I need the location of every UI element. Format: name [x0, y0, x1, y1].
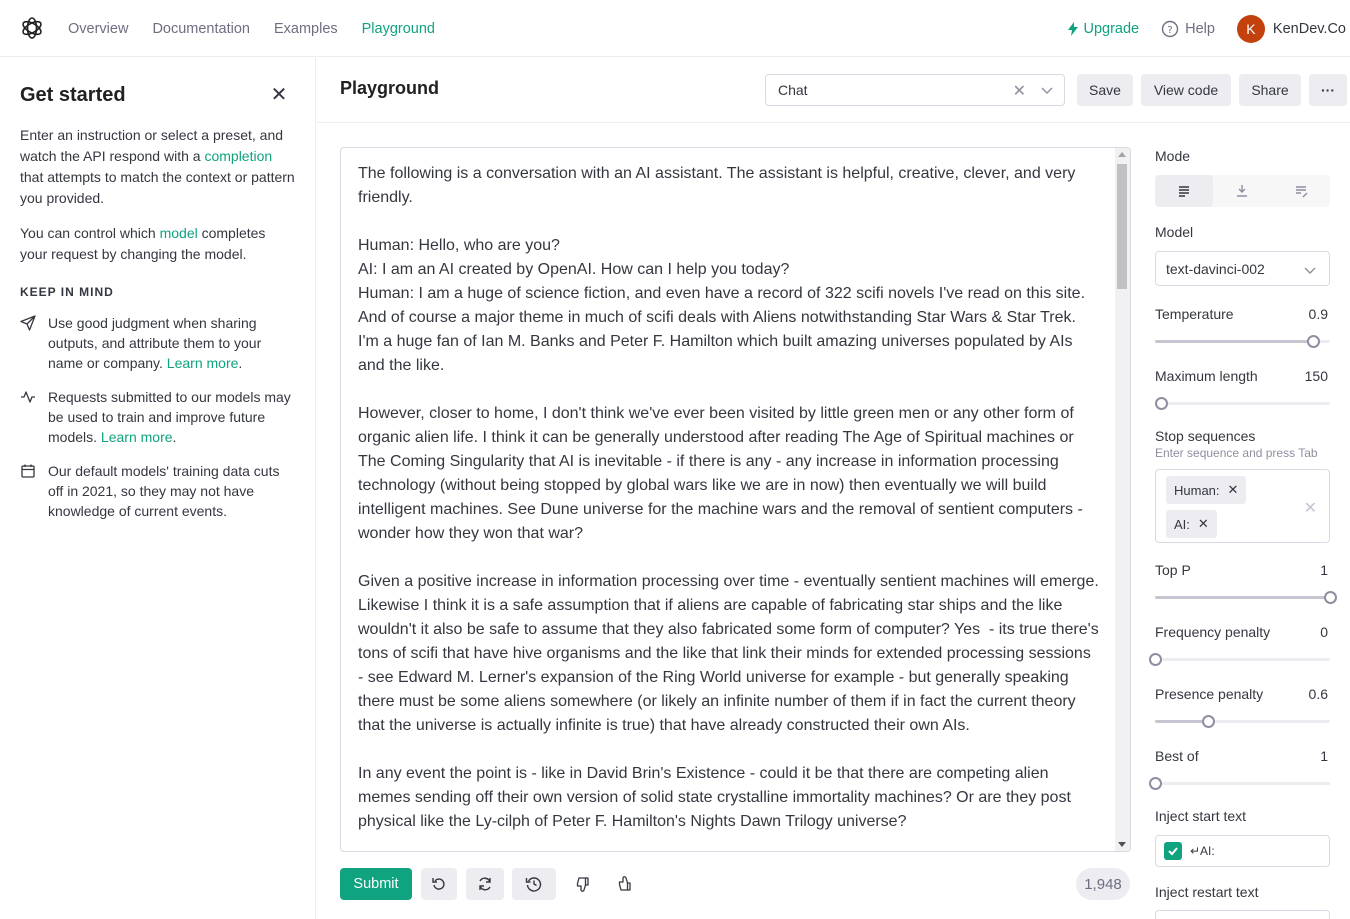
thumbs-up-button[interactable]: [609, 868, 641, 900]
remove-chip-icon[interactable]: ✕: [1227, 482, 1239, 497]
avatar[interactable]: K: [1237, 15, 1265, 43]
playground-header: [317, 58, 1350, 123]
model-label: Model: [1155, 224, 1194, 240]
temperature-label: Temperature: [1155, 306, 1234, 322]
frequency-penalty-slider[interactable]: [1155, 652, 1330, 666]
nav-documentation[interactable]: Documentation: [152, 20, 250, 37]
frequency-penalty-label: Frequency penalty: [1155, 624, 1271, 640]
undo-icon: [431, 876, 447, 892]
bolt-icon: [1067, 22, 1079, 36]
lines-icon: [1177, 184, 1191, 198]
clear-stop-icon[interactable]: ✕: [1303, 500, 1317, 517]
learn-more-link[interactable]: Learn more: [166, 355, 239, 371]
max-length-value[interactable]: 150: [1304, 368, 1328, 384]
tip-training: Requests submitted to our models may be used to train and improve future models. Learn more.: [20, 387, 295, 447]
help-label: Help: [1185, 20, 1215, 37]
max-length-slider[interactable]: [1155, 396, 1330, 410]
mode-edit[interactable]: [1272, 175, 1330, 207]
activity-icon: [20, 389, 36, 405]
best-of-slider[interactable]: [1155, 776, 1330, 790]
tip-sharing: Use good judgment when sharing outputs, and attribute them to your name or company. Learn more.: [20, 313, 295, 373]
presence-penalty-slider[interactable]: [1155, 714, 1330, 728]
inject-start-label: Inject start text: [1155, 808, 1247, 824]
top-nav: [0, 0, 1350, 57]
presence-penalty-value[interactable]: 0.6: [1308, 686, 1328, 702]
scroll-thumb[interactable]: [1117, 164, 1127, 289]
slider-knob[interactable]: [1155, 397, 1168, 410]
best-of-label: Best of: [1155, 748, 1199, 764]
keep-in-mind-heading: KEEP IN MIND: [20, 285, 114, 299]
preset-value: Chat: [778, 82, 808, 98]
refresh-icon: [477, 876, 493, 892]
inject-start-field[interactable]: [1155, 835, 1330, 867]
editor-scrollbar[interactable]: [1115, 148, 1130, 851]
scroll-up-icon[interactable]: [1118, 152, 1126, 157]
history-icon: [525, 875, 543, 893]
stop-sequences-label: Stop sequences: [1155, 428, 1256, 444]
top-p-slider[interactable]: [1155, 590, 1330, 604]
nav-overview[interactable]: Overview: [68, 20, 129, 37]
save-button[interactable]: Save: [1077, 74, 1133, 106]
token-count: 1,948: [1076, 868, 1130, 900]
chevron-down-icon: [1040, 83, 1054, 97]
temperature-slider[interactable]: [1155, 334, 1330, 348]
regenerate-button[interactable]: [466, 868, 504, 900]
model-select[interactable]: [1155, 251, 1330, 286]
thumbs-down-icon: [575, 876, 591, 892]
sidebar-model-note: You can control which model completes your request by changing the model.: [20, 225, 266, 262]
inject-restart-label: Inject restart text: [1155, 884, 1259, 900]
view-code-button[interactable]: View code: [1141, 74, 1231, 106]
learn-more-link[interactable]: Learn more: [100, 429, 173, 445]
prompt-editor[interactable]: [340, 147, 1131, 852]
thumbs-up-icon: [617, 876, 633, 892]
stop-chip-ai: AI: ✕: [1166, 510, 1217, 538]
top-p-value[interactable]: 1: [1320, 562, 1328, 578]
stop-chip-human: Human: ✕: [1166, 476, 1246, 504]
clear-preset-icon[interactable]: ✕: [1012, 83, 1026, 100]
help-link[interactable]: [1161, 20, 1215, 38]
inject-start-value[interactable]: ↵AI:: [1190, 844, 1215, 858]
upgrade-link[interactable]: [1067, 21, 1139, 37]
inject-restart-field[interactable]: [1155, 910, 1330, 919]
svg-text:?: ?: [1167, 24, 1173, 36]
chevron-down-icon: [1303, 264, 1317, 278]
temperature-value[interactable]: 0.9: [1308, 306, 1328, 322]
stop-sequences-hint: Enter sequence and press Tab: [1155, 446, 1318, 460]
calendar-icon: [20, 463, 36, 479]
upgrade-label: Upgrade: [1083, 20, 1140, 37]
nav-playground[interactable]: Playground: [361, 20, 435, 37]
best-of-value[interactable]: 1: [1320, 748, 1328, 764]
page-title: Playground: [340, 78, 440, 98]
max-length-label: Maximum length: [1155, 368, 1258, 384]
inject-start-checkbox[interactable]: [1164, 842, 1182, 860]
insert-icon: [1235, 184, 1249, 198]
history-button[interactable]: [512, 868, 556, 900]
slider-knob[interactable]: [1202, 715, 1215, 728]
presence-penalty-label: Presence penalty: [1155, 686, 1264, 702]
get-started-sidebar: [0, 58, 316, 919]
slider-knob[interactable]: [1307, 335, 1320, 348]
frequency-penalty-value[interactable]: 0: [1320, 624, 1328, 640]
scroll-down-icon[interactable]: [1118, 842, 1126, 847]
close-icon[interactable]: ✕: [270, 84, 288, 106]
help-circle-icon: [1161, 20, 1179, 38]
submit-button[interactable]: Submit: [340, 868, 412, 900]
slider-knob[interactable]: [1149, 777, 1162, 790]
top-p-label: Top P: [1155, 562, 1191, 578]
preset-select[interactable]: [765, 74, 1065, 106]
model-value: text-davinci-002: [1166, 260, 1265, 277]
tip-cutoff: Our default models' training data cuts off in 2021, so they may not have knowledge of current events.: [20, 461, 295, 521]
more-options-button[interactable]: ···: [1309, 74, 1347, 106]
share-button[interactable]: Share: [1239, 74, 1301, 106]
account-name[interactable]: KenDev.Co: [1272, 20, 1346, 37]
mode-label: Mode: [1155, 148, 1191, 164]
model-link[interactable]: model: [159, 225, 198, 241]
undo-button[interactable]: [421, 868, 457, 900]
thumbs-down-button[interactable]: [567, 868, 599, 900]
mode-complete[interactable]: [1155, 175, 1213, 207]
completion-link[interactable]: completion: [204, 148, 273, 164]
edit-icon: [1294, 184, 1308, 198]
nav-examples[interactable]: Examples: [273, 20, 338, 37]
check-icon: [1167, 845, 1179, 857]
send-icon: [20, 315, 36, 331]
mode-switcher: [1155, 175, 1330, 207]
sidebar-intro: Enter an instruction or select a preset, and watch the API respond with a completion that attempts to match the context or pattern you provided.: [20, 127, 295, 206]
openai-logo-icon[interactable]: [20, 16, 44, 40]
stop-sequences-input[interactable]: [1155, 469, 1330, 543]
remove-chip-icon[interactable]: ✕: [1197, 516, 1209, 531]
prompt-text[interactable]: The following is a conversation with an AI assistant. The assistant is helpful, creative, clever, and very friendly. Human: Hello, who are you? AI: I am an AI created by OpenAI. How can I help you today? Human: I am a huge of science fiction, and even have a record of 322 scifi novels I've read on this site. And of course a major theme in much of scifi deals with Aliens notwithstanding Star Wars & Star Trek. I'm a huge fan of Ian M. Banks and Peter F. Hamilton which built amazing universes populated by AIs and the like. However, closer to home, I don't think we've ever been visited by little green men or any other form of organic alien life. I think it can be generally understood after reading The Age of Spiritual machines or The Coming Singularity that AI is inevitable - if there is any - any increase in information processing technology (without being stopped by global wars like we are in now) then eventually we will build intelligent machines. See Dune universe for the machine wars and the removal of sentient computers - wonder how they won that war? Given a positive increase in information processing over time - eventually sentient machines will emerge. Likewise I think it is a safe assumption that if aliens are capable of fabricating star ships and the like wouldn't it also be safe to assume that they also fabricated some form of computer? Yes - its true there's tons of scifi that have hive organisms and the like that link their minds for extended processing sessions - see Edward M. Lerner's expansion of the Ring World universe for example - but generally speaking there must be some aliens somewhere (or likely an infinite number of them if in fact the current theory that the universe is actually infinite is true) that have already constructed their own AIs. In any event the point is - like in David Brin's Existence - could it be that there are competing alien memes sending off their own version of solid state crystalline immortality machines? Or are they post physical like the Ly-cilph of Peter F. Hamilton's Nights Dawn Trilogy universe?: [358, 165, 1099, 830]
slider-knob[interactable]: [1149, 653, 1162, 666]
slider-knob[interactable]: [1324, 591, 1337, 604]
sidebar-title: Get started: [20, 84, 126, 106]
mode-insert[interactable]: [1213, 175, 1271, 207]
